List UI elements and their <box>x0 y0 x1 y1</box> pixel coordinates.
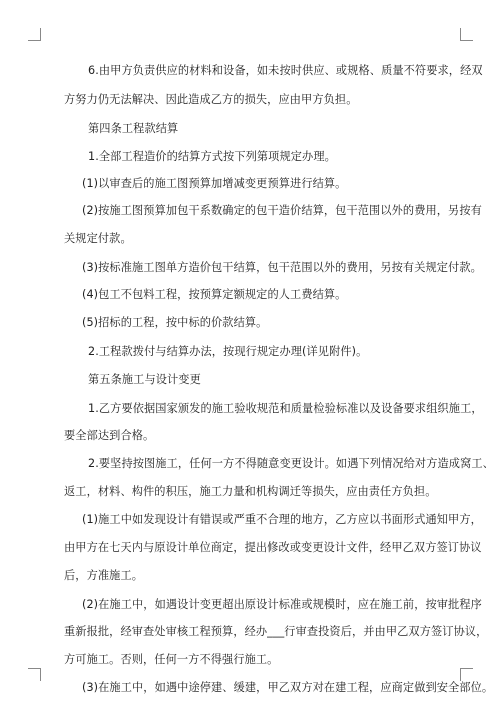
paragraph-line: (4)包工不包料工程，按预算定额规定的人工费结算。 <box>82 288 347 301</box>
paragraph-line: 返工，材料、构件的积压，施工力量和机构调迁等损失，应由责任方负担。 <box>64 485 437 498</box>
paragraph-line: 方努力仍无法解决、因此造成乙方的损失，应由甲方负担。 <box>64 93 358 106</box>
paragraph-line: (1)施工中如发现设计有错误或严重不合理的地方，乙方应以书面形式通知甲方， <box>82 513 482 526</box>
paragraph-line: 2.要坚持按图施工，任何一方不得随意变更设计。如遇下列情况给对方造成窝工、 <box>88 457 494 470</box>
paragraph-line: 6.由甲方负责供应的材料和设备，如未按时供应、或规格、质量不符要求，经双 <box>88 64 483 77</box>
paragraph-line: 1.全部工程造价的结算方式按下列第项规定办理。 <box>88 150 336 163</box>
paragraph-line: 重新报批，经审查处审核工程预算，经办___行审查投资后，并由甲乙双方签订协议， <box>64 625 488 638</box>
paragraph-line: (2)按施工图预算加包干系数确定的包干造价结算，包干范围以外的费用，另按有 <box>82 204 482 217</box>
paragraph-line: 2.工程款拨付与结算办法，按现行规定办理(详见附件)。 <box>88 345 368 358</box>
crop-mark-bottom-right <box>460 668 473 681</box>
section-heading: 第四条工程款结算 <box>88 122 179 135</box>
crop-mark-top-right <box>460 28 473 41</box>
paragraph-line: 要全部达到合格。 <box>64 429 155 442</box>
paragraph-line: (1)以审查后的施工图预算加增减变更预算进行结算。 <box>82 177 347 190</box>
paragraph-line: (2)在施工中，如遇设计变更超出原设计标准或规模时，应在施工前，按审批程序 <box>82 598 482 611</box>
section-heading: 第五条施工与设计变更 <box>88 373 201 386</box>
paragraph-line: 后，方准施工。 <box>64 569 144 582</box>
paragraph-line: (3)按标准施工图单方造价包干结算，包干范围以外的费用，另按有关规定付款。 <box>82 261 482 274</box>
paragraph-line: 关规定付款。 <box>64 232 132 245</box>
crop-mark-bottom-left <box>28 668 41 681</box>
paragraph-line: (3)在施工中，如遇中途停建、缓建，甲乙双方对在建工程，应商定做到安全部位。 <box>82 681 494 694</box>
paragraph-line: 1.乙方要依据国家颁发的施工验收规范和质量检验标准以及设备要求组织施工， <box>88 402 483 415</box>
crop-mark-top-left <box>28 28 41 41</box>
paragraph-line: (5)招标的工程，按中标的价款结算。 <box>82 316 268 329</box>
paragraph-line: 由甲方在七天内与原设计单位商定，提出修改或变更设计文件，经甲乙双方签订协议 <box>64 541 482 554</box>
paragraph-line: 方可施工。否则，任何一方不得强行施工。 <box>64 653 279 666</box>
